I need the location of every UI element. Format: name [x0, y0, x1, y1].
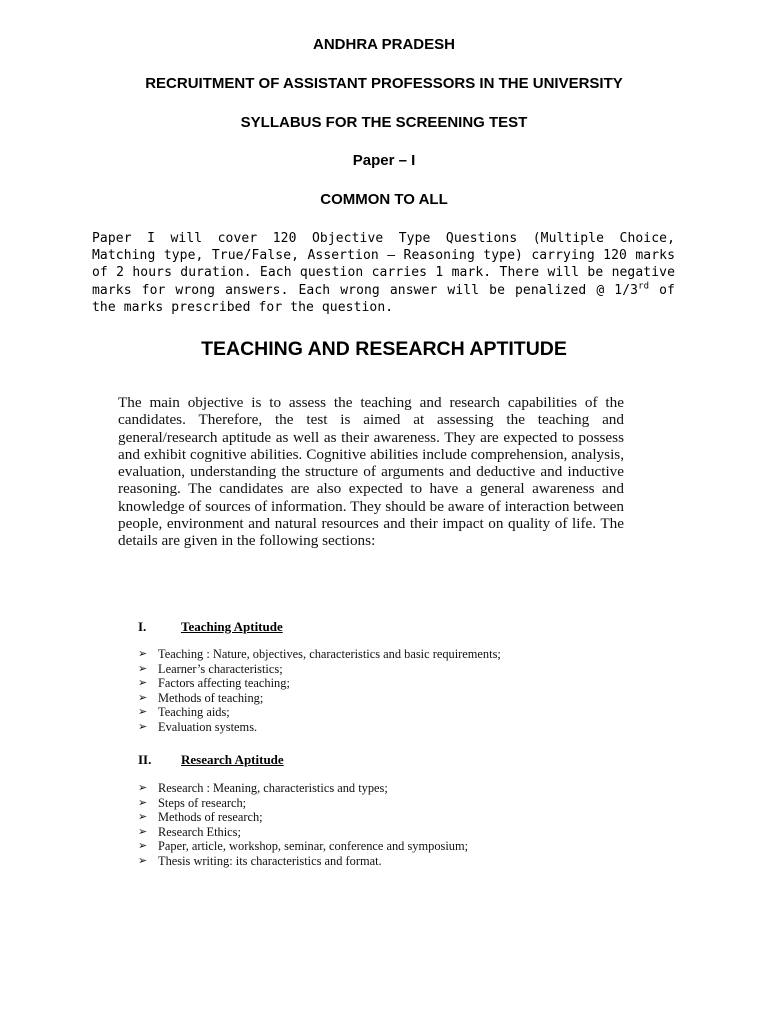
common-heading: COMMON TO ALL — [320, 191, 448, 208]
paper-heading: Paper – I — [352, 152, 416, 169]
arrow-bullet-icon: ➢ — [138, 840, 148, 852]
research-aptitude-list — [138, 781, 468, 868]
arrow-bullet-icon: ➢ — [138, 782, 148, 794]
arrow-bullet-icon: ➢ — [138, 825, 148, 838]
state-heading: ANDHRA PRADESH — [313, 36, 455, 53]
list-item: ➢ Steps of research; — [138, 795, 247, 810]
intro-text: Paper I will cover 120 Objective Type Questions (Multiple Choice, Matching type, True/False, Assertion – Reasoning type) carrying 120 marks of 2 hours duration. Each question carries 1 mark. There will be negative marks for wrong answers. Each wrong answer will be penalized @ 1/3 — [92, 231, 675, 298]
intro-superscript: rd — [638, 281, 650, 292]
list-item: ➢ Thesis writing: its characteristics and format. — [138, 853, 382, 868]
list-item: ➢ Evaluation systems. — [138, 719, 258, 734]
arrow-bullet-icon: ➢ — [138, 706, 148, 718]
arrow-bullet-icon: ➢ — [138, 648, 148, 660]
arrow-bullet-icon: ➢ — [138, 691, 148, 704]
list-item: ➢ Learner’s characteristics; — [138, 661, 283, 676]
intro-text-end: of the marks prescribed for the question. — [92, 282, 675, 315]
unit-heading-research — [138, 752, 284, 768]
unit-title: Teaching Aptitude — [181, 619, 283, 634]
section-title: TEACHING AND RESEARCH APTITUDE — [201, 338, 567, 360]
unit-heading-teaching — [138, 619, 283, 635]
list-item: ➢ Paper, article, workshop, seminar, conference and symposium; — [138, 839, 469, 853]
list-item: ➢ Teaching : Nature, objectives, characteristics and basic requirements; — [138, 647, 501, 661]
list-item: ➢ Research Ethics; — [138, 824, 241, 839]
unit-title: Research Aptitude — [181, 752, 284, 767]
list-item: ➢ Factors affecting teaching; — [138, 676, 290, 690]
arrow-bullet-icon: ➢ — [138, 677, 148, 689]
arrow-bullet-icon: ➢ — [138, 662, 148, 675]
list-item: ➢ Methods of research; — [138, 810, 263, 824]
unit-numeral: I. — [138, 619, 147, 634]
teaching-aptitude-list — [138, 647, 501, 734]
arrow-bullet-icon: ➢ — [138, 811, 148, 823]
unit-numeral: II. — [138, 752, 152, 767]
list-item: ➢ Teaching aids; — [138, 705, 230, 719]
intro-paragraph — [92, 230, 675, 316]
syllabus-heading: SYLLABUS FOR THE SCREENING TEST — [240, 114, 528, 131]
list-item: ➢ Research : Meaning, characteristics and types; — [138, 781, 388, 795]
recruitment-heading: RECRUITMENT OF ASSISTANT PROFESSORS IN THE UNIVERSITY — [145, 75, 623, 92]
arrow-bullet-icon: ➢ — [138, 854, 148, 867]
arrow-bullet-icon: ➢ — [138, 720, 148, 733]
arrow-bullet-icon: ➢ — [138, 796, 148, 809]
objective-paragraph: The main objective is to assess the teaching and research capabilities of the candidates. Therefore, the test is aimed at assessing the teaching and general/research aptitude as well as their awareness. They are expected to possess and exhibit cognitive abilities. Cognitive abilities include comprehension, analysis, evaluation, understanding the structure of arguments and deductive and inductive reasoning. The candidates are also expected to have a general awareness and knowledge of sources of information. They should be aware of interaction between people, environment and natural resources and their impact on quality of life. The details are given in the following sections: — [118, 394, 624, 550]
list-item: ➢ Methods of teaching; — [138, 690, 264, 705]
